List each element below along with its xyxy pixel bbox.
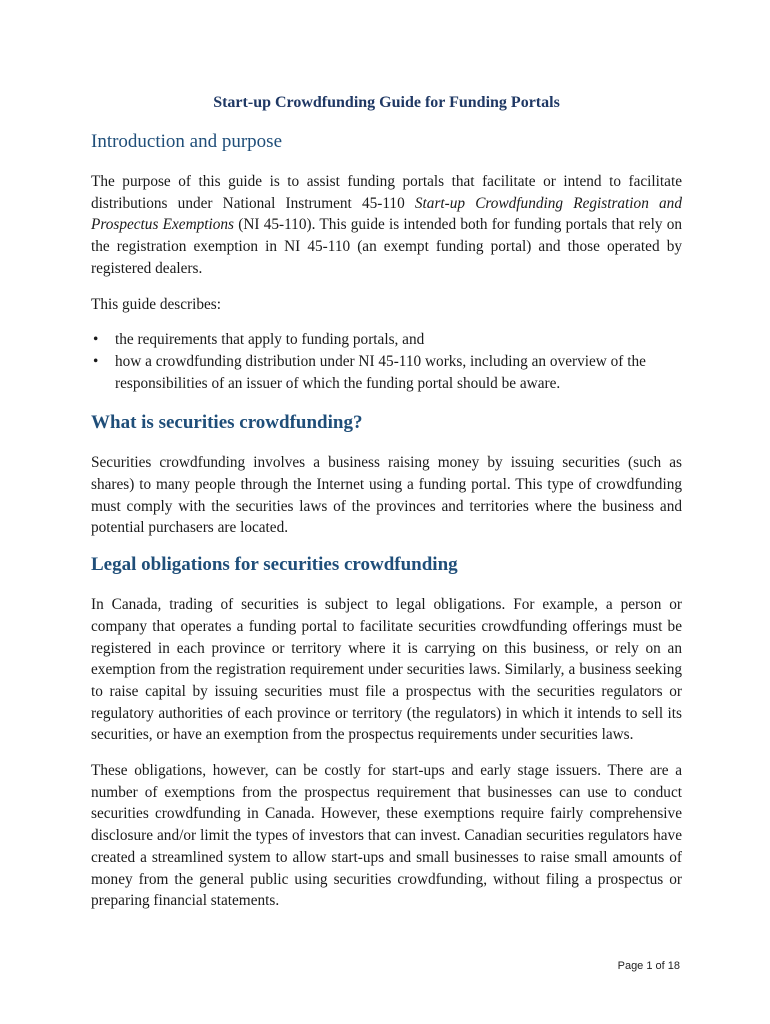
section-heading-intro: Introduction and purpose [91, 131, 283, 152]
document-title: Start-up Crowdfunding Guide for Funding Portals [213, 94, 560, 111]
section-heading-what-is: What is securities crowdfunding? [91, 412, 363, 434]
bullet-text: how a crowdfunding distribution under NI 45-110 works, including an overview of the responsibilities of an issuer of which the funding portal should be aware. [115, 352, 646, 392]
list-item [91, 351, 682, 394]
what-is-paragraph-1: Securities crowdfunding involves a business raising money by issuing securities (such as shares) to many people through the Internet using a funding portal. This type of crowdfunding must comply with the securities laws of the provinces and territories where the business and potential purchasers are located. [91, 454, 682, 537]
legal-paragraph-2: These obligations, however, can be costly for start-ups and early stage issuers. There are a number of exemptions from the prospectus requirement that businesses can use to conduct securities crowdfunding in Canada. However, these exemptions require fairly comprehensive disclosure and/or limit the types of investors that can invest. Canadian securities regulators have created a streamlined system to allow start-ups and small businesses to raise small amounts of money from the general public using securities crowdfunding, without filing a prospectus or preparing financial statements. [91, 762, 682, 910]
list-item [91, 329, 682, 351]
section-heading-legal: Legal obligations for securities crowdfunding [91, 554, 458, 576]
intro-p1-text-after: (NI 45-110). This guide is intended both for funding portals that rely on the registration exemption in NI 45-110 (an exempt funding portal) and those operated by registered dealers. [91, 216, 682, 277]
legal-paragraph-1: In Canada, trading of securities is subject to legal obligations. For example, a person or company that operates a funding portal to facilitate securities crowdfunding offerings must be registered in each province or territory where it is carrying on this business, or rely on an exemption from the registration requirement under securities laws. Similarly, a business seeking to raise capital by issuing securities must file a prospectus with the securities regulators or regulatory authorities of each province or territory (the regulators) in which it intends to sell its securities, or have an exemption from the prospectus requirements under securities laws. [91, 596, 682, 744]
intro-paragraph-2: This guide describes: [91, 295, 221, 313]
intro-p1-text-before: The purpose of this guide is to assist funding portals that facilitate or intend to facilitate distributions under National Instrument 45-110 [91, 173, 682, 212]
intro-bullet-list [91, 329, 682, 394]
page-number-footer: Page 1 of 18 [617, 960, 680, 972]
intro-paragraph-1 [91, 171, 682, 280]
instrument-name-italic: Start-up Crowdfunding Registration and Prospectus Exemptions [91, 194, 682, 234]
bullet-icon: • [93, 352, 99, 370]
bullet-text: the requirements that apply to funding portals, and [115, 331, 425, 349]
bullet-icon: • [93, 331, 99, 349]
